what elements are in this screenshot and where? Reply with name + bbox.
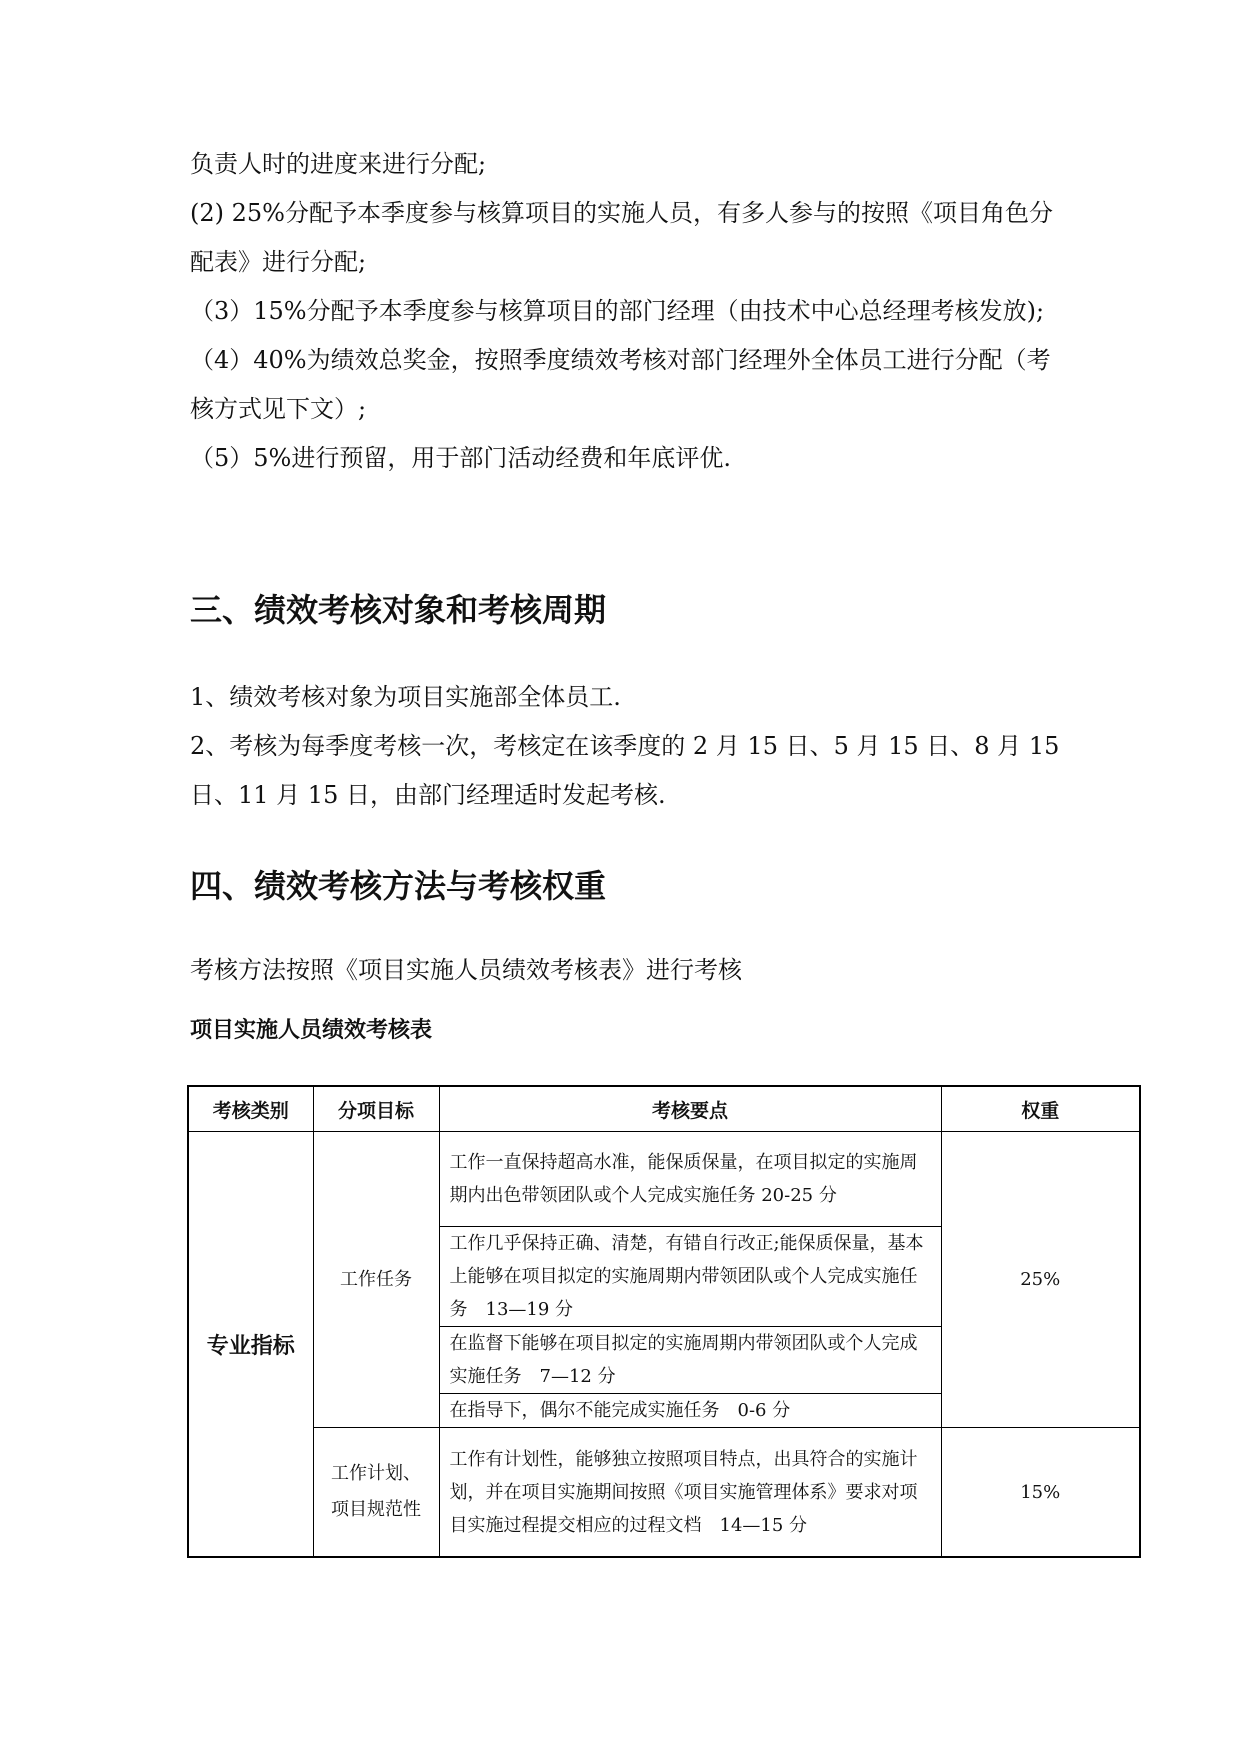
key-point-cell: 工作几乎保持正确、清楚，有错自行改正;能保质保量，基本上能够在项目拟定的实施周期内带领团队或个人完成实施任务 13—19 分 bbox=[439, 1227, 941, 1327]
section4-text bbox=[190, 946, 1070, 995]
section3-list bbox=[190, 673, 1070, 820]
evaluation-table bbox=[187, 1085, 1141, 1558]
table-row bbox=[188, 1428, 1140, 1558]
sub-target-cell: 工作计划、项目规范性 bbox=[313, 1428, 439, 1558]
key-point-cell: 工作有计划性，能够独立按照项目特点，出具符合的实施计划，并在项目实施期间按照《项目实施管理体系》要求对项目实施过程提交相应的过程文档 14—15 分 bbox=[439, 1428, 941, 1558]
key-point-cell: 在指导下，偶尔不能完成实施任务 0-6 分 bbox=[439, 1394, 941, 1428]
intro-item-4: （4）40%为绩效总奖金，按照季度绩效考核对部门经理外全体员工进行分配（考核方式见下文）; bbox=[190, 346, 1051, 423]
category-cell: 专业指标 bbox=[188, 1132, 313, 1558]
header-weight: 权重 bbox=[941, 1086, 1140, 1132]
header-category: 考核类别 bbox=[188, 1086, 313, 1132]
intro-list bbox=[190, 140, 1070, 483]
header-key-points: 考核要点 bbox=[439, 1086, 941, 1132]
section3-item-2: 2、考核为每季度考核一次，考核定在该季度的 2 月 15 日、5 月 15 日、8 月 15 日、11 月 15 日，由部门经理适时发起考核. bbox=[190, 732, 1060, 809]
header-sub-target: 分项目标 bbox=[313, 1086, 439, 1132]
table-row bbox=[188, 1132, 1140, 1227]
table-title: 项目实施人员绩效考核表 bbox=[190, 1018, 433, 1043]
sub-target-cell: 工作任务 bbox=[313, 1132, 439, 1428]
key-point-cell: 在监督下能够在项目拟定的实施周期内带领团队或个人完成实施任务 7—12 分 bbox=[439, 1327, 941, 1394]
section3-item-1: 1、绩效考核对象为项目实施部全体员工. bbox=[190, 683, 621, 711]
weight-cell: 15% bbox=[941, 1428, 1140, 1558]
section4-method: 考核方法按照《项目实施人员绩效考核表》进行考核 bbox=[190, 956, 742, 984]
section3-heading: 三、绩效考核对象和考核周期 bbox=[190, 591, 607, 629]
table-header-row bbox=[188, 1086, 1140, 1132]
section4-heading: 四、绩效考核方法与考核权重 bbox=[190, 867, 607, 905]
key-point-cell: 工作一直保持超高水准，能保质保量，在项目拟定的实施周期内出色带领团队或个人完成实施任务 20-25 分 bbox=[439, 1132, 941, 1227]
intro-item-3: （3）15%分配予本季度参与核算项目的部门经理（由技术中心总经理考核发放); bbox=[190, 297, 1045, 325]
intro-item-2: (2) 25%分配予本季度参与核算项目的实施人员，有多人参与的按照《项目角色分配表》进行分配; bbox=[190, 199, 1053, 276]
intro-line-1: 负责人时的进度来进行分配; bbox=[190, 150, 487, 178]
weight-cell: 25% bbox=[941, 1132, 1140, 1428]
intro-item-5: （5）5%进行预留，用于部门活动经费和年底评优. bbox=[190, 444, 731, 472]
